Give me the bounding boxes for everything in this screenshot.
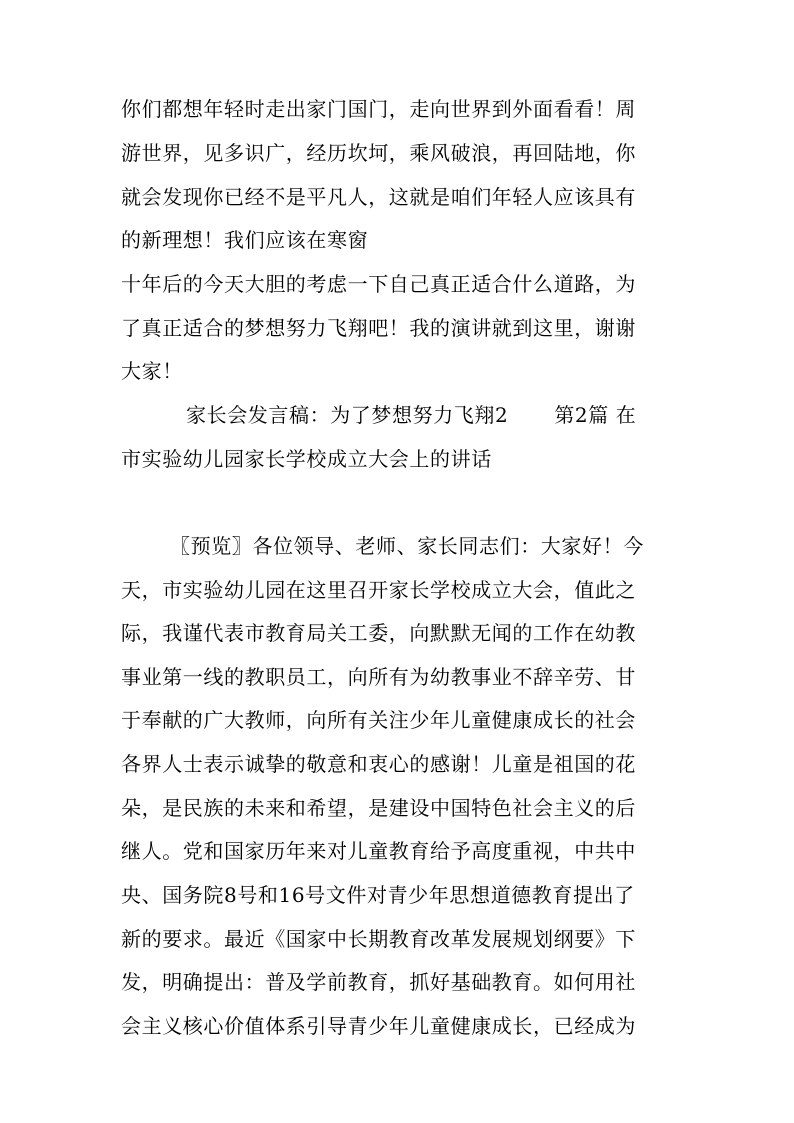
- paragraph-1-line-3: 就会发现你已经不是平凡人，这就是咱们年轻人应该具有: [121, 185, 636, 209]
- paragraph-3-line-10: 新的要求。最近《国家中长期教育改革发展规划纲要》下: [121, 927, 636, 951]
- paragraph-2-line-1: 十年后的今天大胆的考虑一下自己真正适合什么道路，为: [121, 272, 636, 296]
- paragraph-3-line-9: 央、国务院8号和16号文件对青少年思想道德教育提出了: [121, 883, 635, 907]
- paragraph-1-line-1: 你们都想年轻时走出家门国门，走向世界到外面看看！周: [121, 97, 636, 121]
- paragraph-3-line-3: 际，我谨代表市教育局关工委，向默默无闻的工作在幼教: [121, 621, 636, 645]
- paragraph-1-line-2: 游世界，见多识广，经历坎坷，乘风破浪，再回陆地，你: [121, 141, 636, 165]
- paragraph-3-line-1: 〖预览〗各位领导、老师、家长同志们：大家好！今: [170, 534, 644, 558]
- paragraph-3-line-5: 于奉献的广大教师，向所有关注少年儿童健康成长的社会: [121, 708, 636, 732]
- heading-title: 家长会发言稿：为了梦想努力飞翔2: [186, 403, 509, 427]
- section-heading-line-2: 市实验幼儿园家长学校成立大会上的讲话: [121, 447, 492, 471]
- paragraph-3-line-6: 各界人士表示诚挚的敬意和衷心的感谢！儿童是祖国的花: [121, 752, 636, 776]
- paragraph-3-line-12: 会主义核心价值体系引导青少年儿童健康成长，已经成为: [121, 1014, 636, 1038]
- paragraph-3-line-7: 朵，是民族的未来和希望，是建设中国特色社会主义的后: [121, 796, 636, 820]
- paragraph-3-line-8: 继人。党和国家历年来对儿童教育给予高度重视，中共中: [121, 839, 636, 863]
- paragraph-1-line-4: 的新理想！我们应该在寒窗: [121, 228, 369, 252]
- heading-section-number: 第2篇 在: [554, 403, 637, 427]
- paragraph-3-line-2: 天，市实验幼儿园在这里召开家长学校成立大会，值此之: [121, 578, 636, 602]
- paragraph-2-line-2: 了真正适合的梦想努力飞翔吧！我的演讲就到这里，谢谢: [121, 316, 636, 340]
- paragraph-3-line-4: 事业第一线的教职员工，向所有为幼教事业不辞辛劳、甘: [121, 665, 636, 689]
- paragraph-3-line-11: 发，明确提出：普及学前教育，抓好基础教育。如何用社: [121, 970, 636, 994]
- paragraph-2-line-3: 大家！: [121, 359, 183, 383]
- section-heading-line-1: [186, 403, 681, 427]
